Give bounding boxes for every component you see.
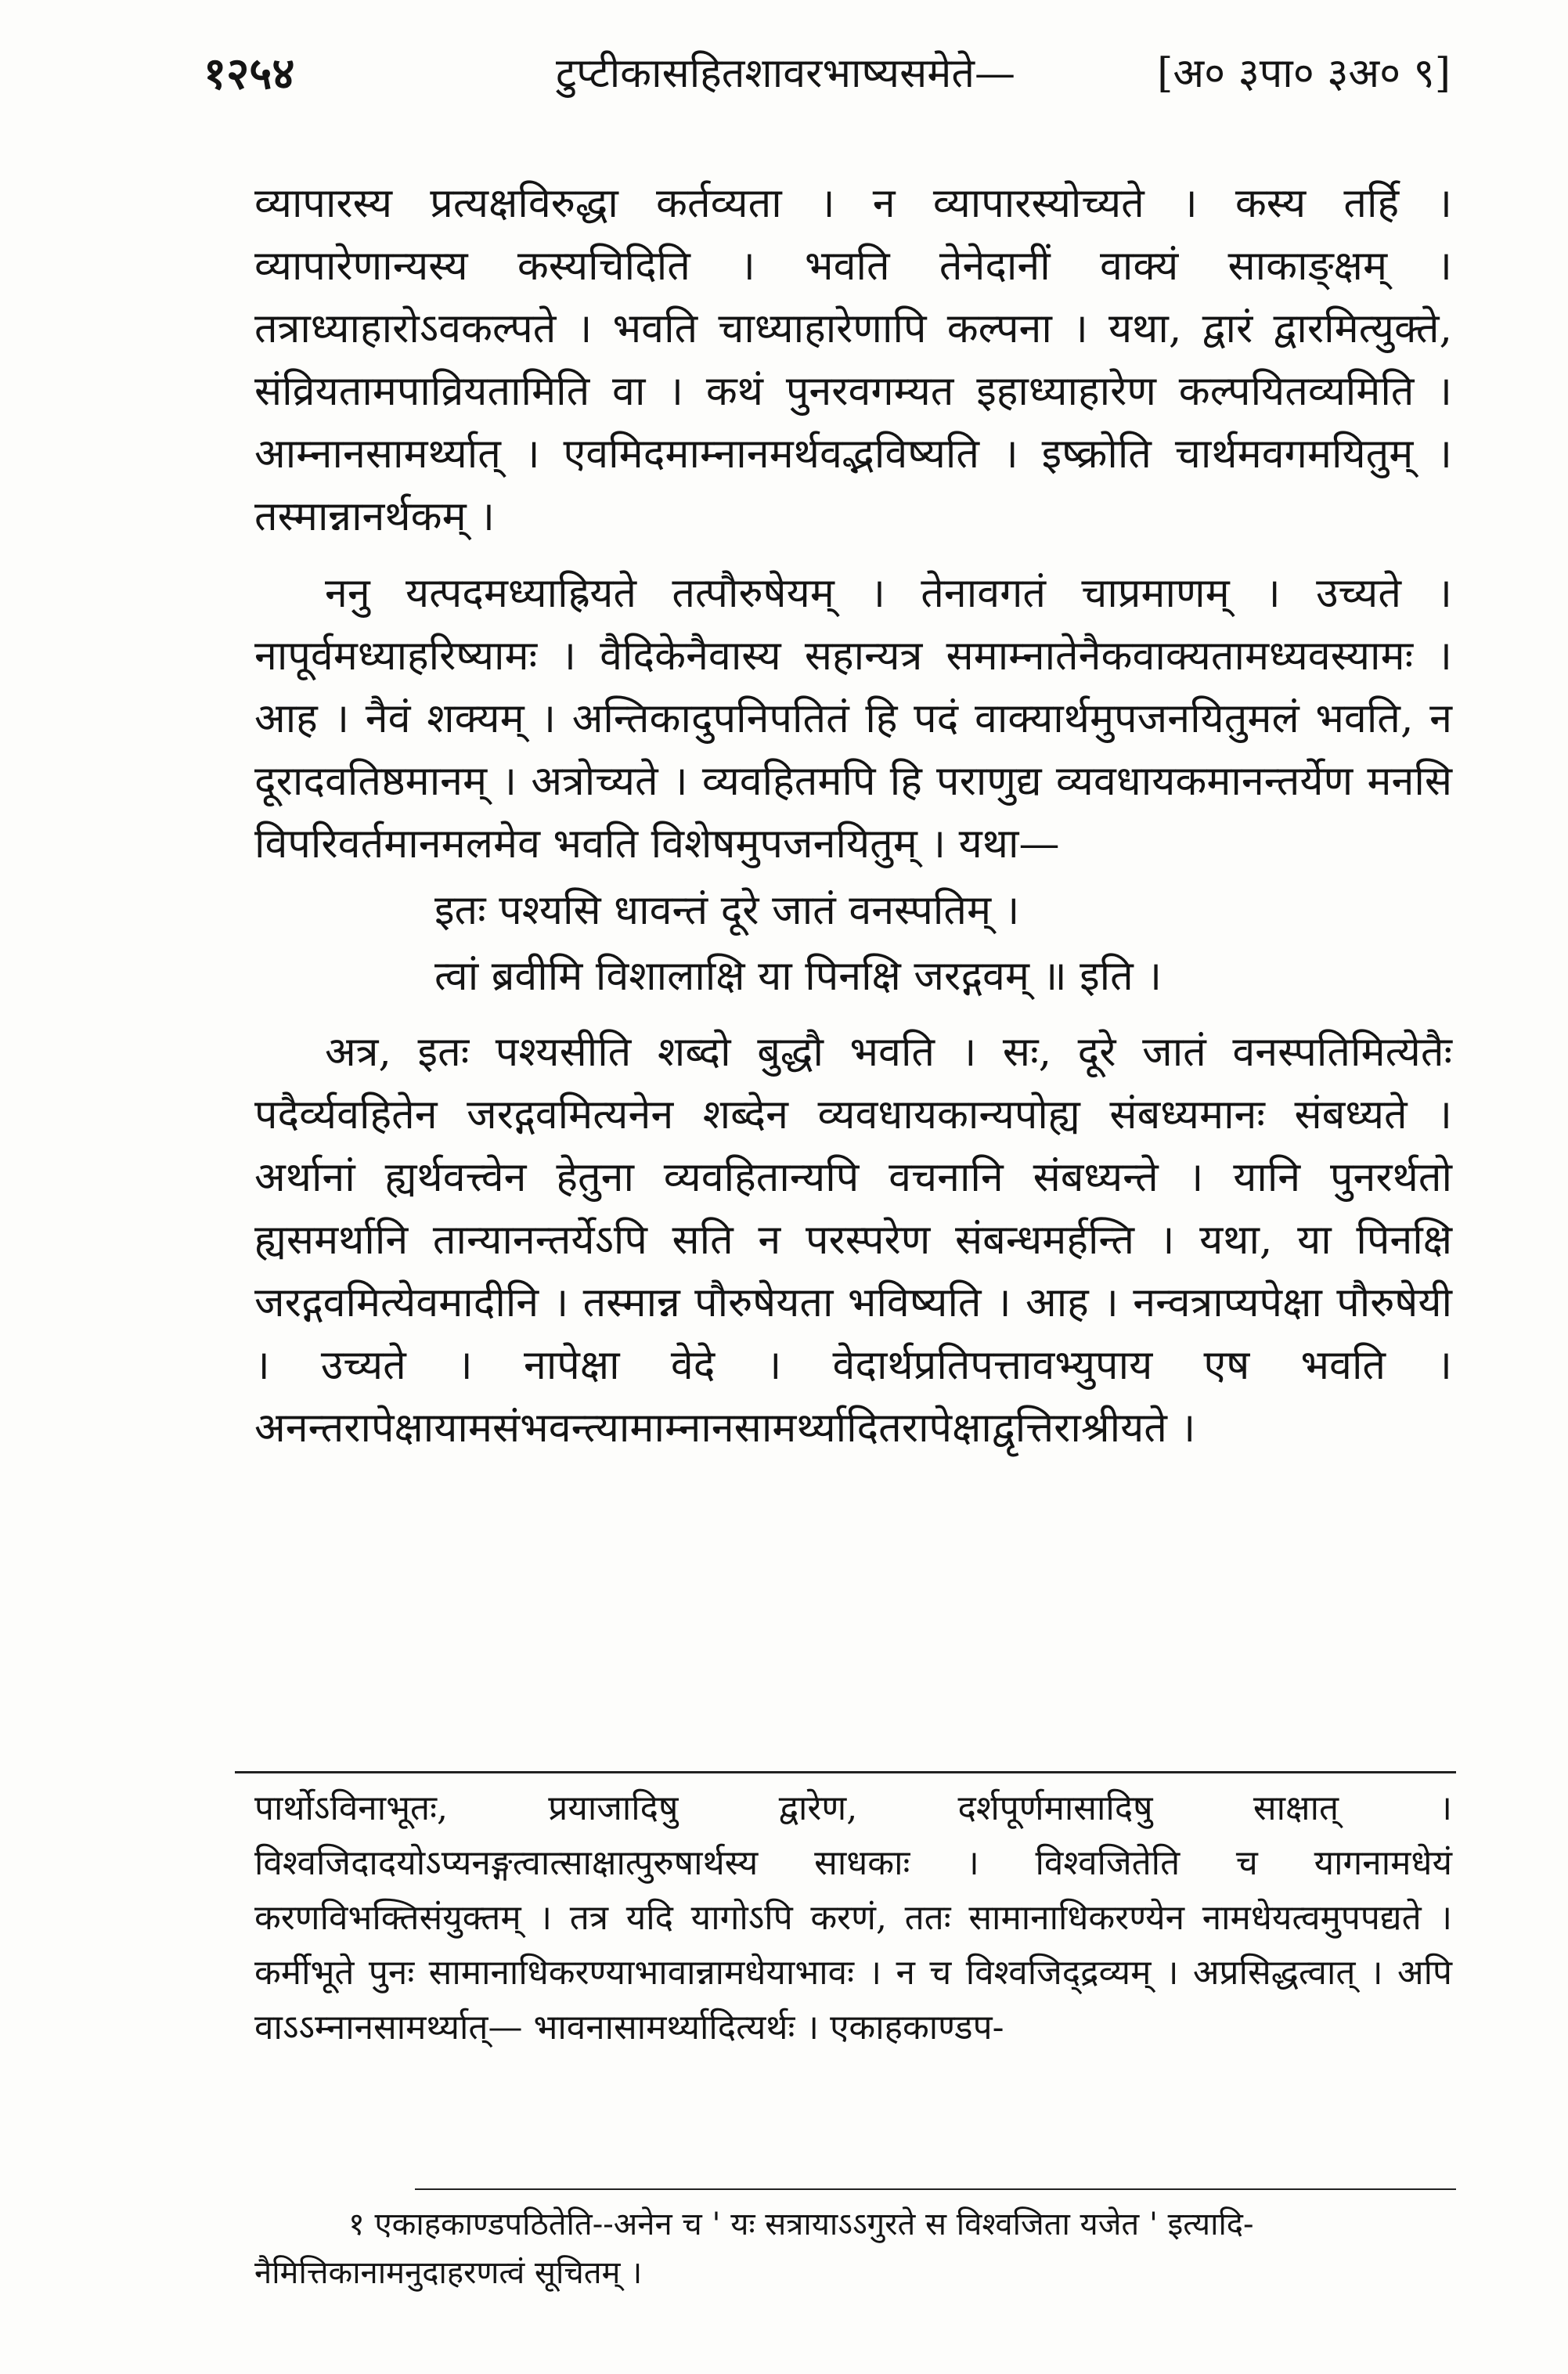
verse-line-2: त्वां ब्रवीमि विशालाक्षि या पिनक्षि जरद्गवम् ॥ इति । bbox=[434, 953, 1162, 1000]
footnote bbox=[254, 2200, 1452, 2297]
page-number: १२५४ bbox=[204, 48, 295, 99]
tuptika-commentary bbox=[254, 1781, 1452, 2055]
footnote-line-1: १ एकाहकाण्डपठितेति--अनेन च ' यः सत्रायाऽऽगुरते स विश्वजिता यजेत ' इत्यादि- bbox=[348, 2206, 1254, 2242]
commentary-text: पार्थोऽविनाभूतः, प्रयाजादिषु द्वारेण, दर्शपूर्णमासादिषु साक्षात् । विश्वजिदादयोऽप्यनङ्गत्वात्साक्षात्पुरुषार्थस्य साधकाः । विश्वजितेति च यागनामधेयं करणविभक्तिसंयुक्तम् । तत्र यदि यागोऽपि करणं, ततः सामानाधिकरण्येन नामधेयत्वमुपपद्यते । कर्मीभूते पुनः सामानाधिकरण्याभावान्नामधेयाभावः । न च विश्वजिद्द्रव्यम् । अप्रसिद्धत्वात् । अपि वाऽऽम्नानसामर्थ्यात्— भावनासामर्थ्यादित्यर्थः । एकाहकाण्डप- bbox=[254, 1788, 1452, 2047]
paragraph-3: अत्र, इतः पश्यसीति शब्दो बुद्धौ भवति । सः, दूरे जातं वनस्पतिमित्येतैः पदैर्व्यवहितेन जरद्गवमित्यनेन शब्देन व्यवधायकान्यपोह्य संबध्यमानः संबध्यते । अर्थानां ह्यर्थवत्त्वेन हेतुना व्यवहितान्यपि वचनानि संबध्यन्ते । यानि पुनरर्थतो ह्यसमर्थानि तान्यानन्तर्येऽपि सति न परस्परेण संबन्धमर्हन्ति । यथा, या पिनक्षि जरद्गवमित्येवमादीनि । तस्मान्न पौरुषेयता भविष्यति । आह । नन्वत्राप्यपेक्षा पौरुषेयी । उच्यते । नापेक्षा वेदे । वेदार्थप्रतिपत्तावभ्युपाय एष भवति । अनन्तरापेक्षायामसंभवन्त्यामाम्नानसामर्थ्यादितरापेक्षाद्वृत्तिराश्रीयते । bbox=[254, 1029, 1452, 1452]
paragraph-2: ननु यत्पदमध्याह्रियते तत्पौरुषेयम् । तेनावगतं चाप्रमाणम् । उच्यते । नापूर्वमध्याहरिष्यामः । वैदिकेनैवास्य सहान्यत्र समाम्नातेनैकवाक्यतामध्यवस्यामः । आह । नैवं शक्यम् । अन्तिकादुपनिपतितं हि पदं वाक्यार्थमुपजनयितुमलं भवति, न दूरादवतिष्ठमानम् । अत्रोच्यते । व्यवहितमपि हि पराणुद्य व्यवधायकमानन्तर्येण मनसि विपरिवर्तमानमलमेव भवति विशेषमुपजनयितुम् । यथा— bbox=[254, 570, 1452, 868]
verse-line-1: इतः पश्यसि धावन्तं दूरे जातं वनस्पतिम् । bbox=[434, 887, 1020, 934]
running-title: टुप्टीकासहितशावरभाष्यसमेते— bbox=[556, 50, 1015, 97]
paragraph-1: व्यापारस्य प्रत्यक्षविरुद्धा कर्तव्यता । न व्यापारस्योच्यते । कस्य तर्हि । व्यापारेणान्यस्य कस्यचिदिति । भवति तेनेदानीं वाक्यं साकाङ्क्षम् । तत्राध्याहारोऽवकल्पते । भवति चाध्याहारेणापि कल्पना । यथा, द्वारं द्वारमित्युक्ते, संव्रियतामपाव्रियतामिति वा । कथं पुनरवगम्यत इहाध्याहारेण कल्पयितव्यमिति । आम्नानसामर्थ्यात् । एवमिदमाम्नानमर्थवद्भविष्यति । इष्क्रोति चार्थमवगमयितुम् । तस्मान्नानर्थकम् । bbox=[254, 180, 1452, 540]
bhashya-text bbox=[254, 172, 1452, 1459]
commentary-divider bbox=[235, 1771, 1456, 1773]
footnote-divider bbox=[415, 2188, 1456, 2190]
section-reference: [अ० ३पा० ३अ० ९] bbox=[1157, 50, 1451, 97]
footnote-line-2: नैमित्तिकानामनुदाहरणत्वं सूचितम् । bbox=[254, 2255, 643, 2291]
running-header bbox=[204, 31, 1451, 125]
